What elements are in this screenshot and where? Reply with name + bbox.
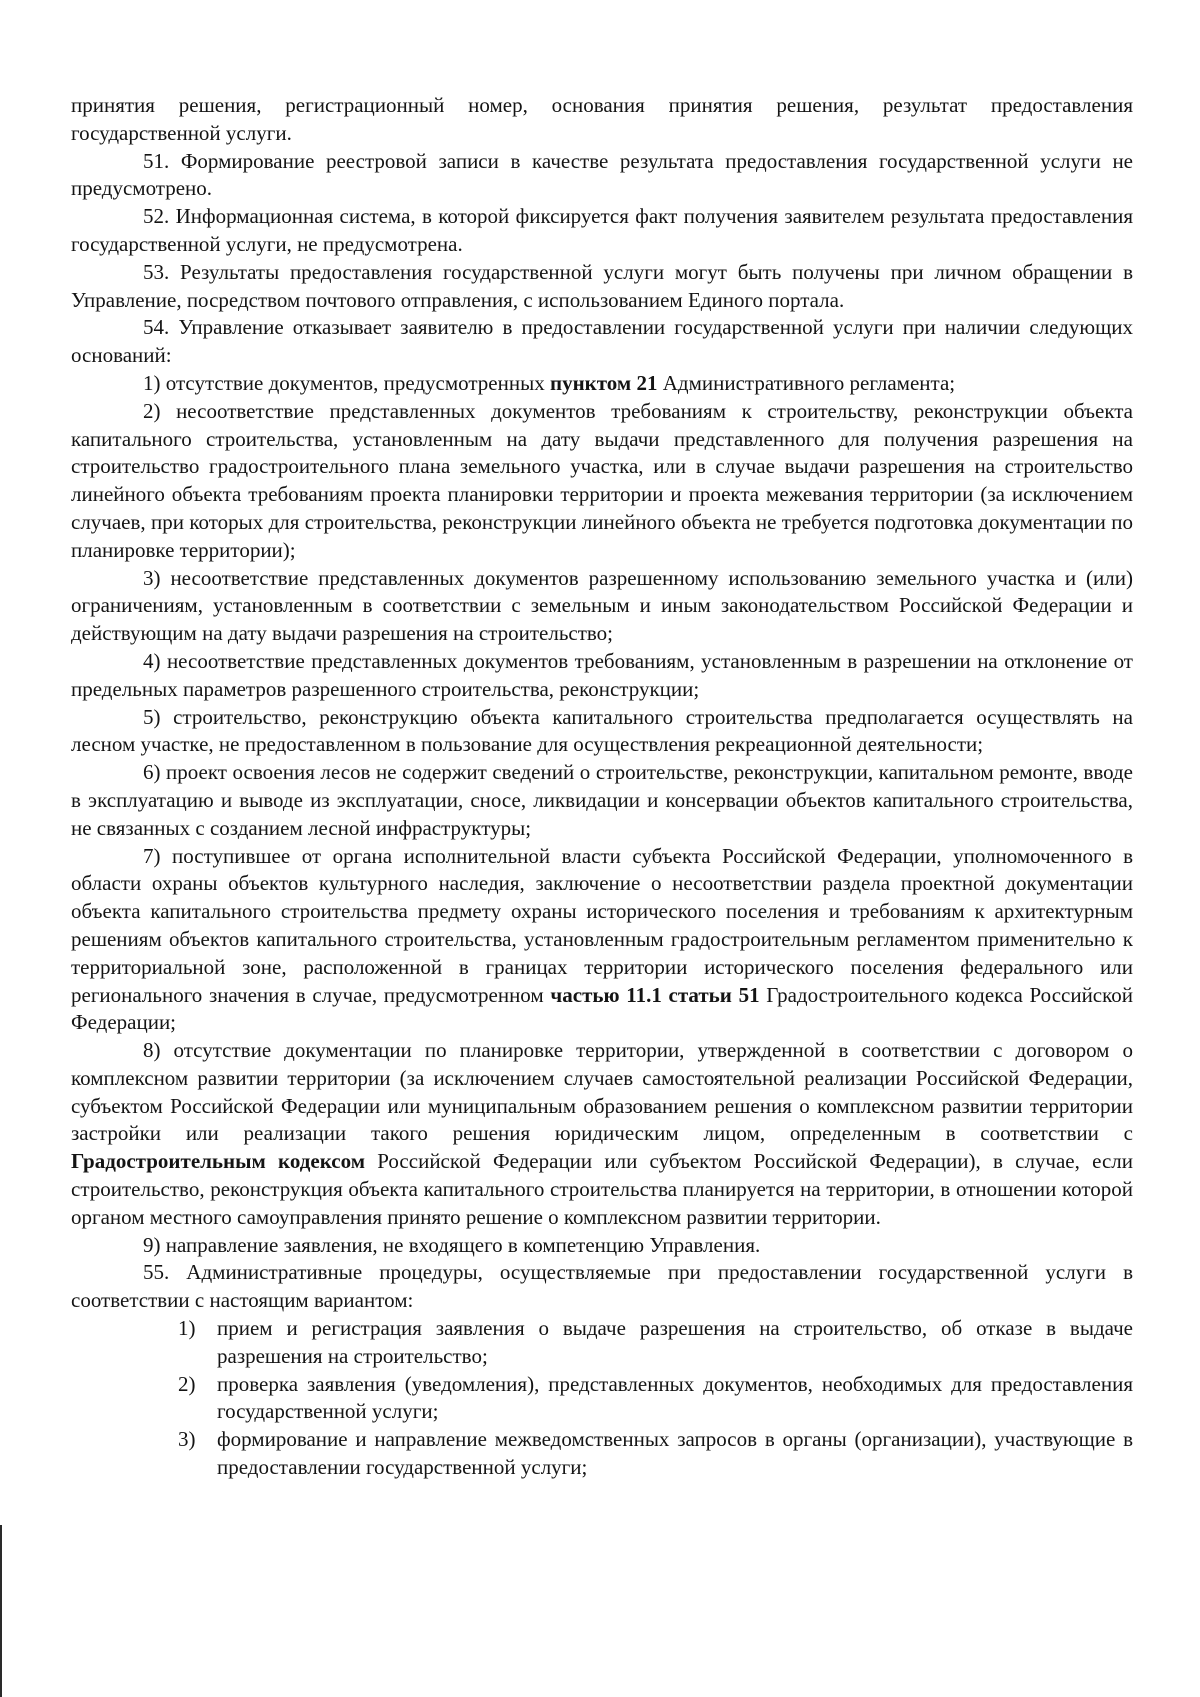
text-run: Градостроительного кодекса Российской Федерации;	[71, 982, 1134, 1035]
text-run: 6) проект освоения лесов не содержит сведений о строительстве, реконструкции, капитальном ремонте, вводе в эксплуатацию и выводе из эксплуатации, сносе, ликвидации и консервации объектов капитального строительства, не связанных с созданием лесной инфраструктуры;	[71, 760, 1133, 840]
paragraph-54-1	[71, 370, 1133, 398]
paragraph-55	[71, 1259, 1133, 1315]
text-run: принятия решения, регистрационный номер, основания принятия решения, результат предоставления государственной услуги.	[71, 93, 1133, 145]
bold-reference: пунктом 21	[549, 370, 658, 395]
procedure-item	[71, 1315, 1133, 1371]
text-run: 9) направление заявления, не входящего в компетенцию Управления.	[143, 1232, 761, 1257]
text-run: 1) отсутствие документов, предусмотренных	[143, 370, 550, 395]
procedure-text: прием и регистрация заявления о выдаче разрешения на строительство, об отказе в выдаче разрешения на строительство;	[217, 1316, 1133, 1368]
paragraph-54-3	[71, 565, 1133, 648]
procedure-item	[71, 1426, 1133, 1482]
paragraph-53	[71, 259, 1133, 315]
procedure-text: формирование и направление межведомственных запросов в органы (организации), участвующие в предоставлении государственной услуги;	[217, 1427, 1133, 1480]
paragraph-54-5	[71, 704, 1133, 760]
paragraph-54-8	[71, 1037, 1133, 1232]
paragraph-54-9	[71, 1232, 1133, 1260]
text-run: 3) несоответствие представленных документов разрешенному использованию земельного участка и (или) ограничениям, установленным в соответствии с земельным и иным законодательством Российской Федерации и действующим на дату выдачи разрешения на строительство;	[71, 565, 1133, 646]
paragraph-51	[71, 148, 1133, 204]
bold-reference: частью 11.1 статьи 51	[550, 982, 760, 1007]
text-run: 5) строительство, реконструкцию объекта капитального строительства предполагается осуществлять на лесном участке, не предоставленном в пользование для осуществления рекреационной деятельности;	[71, 704, 1133, 757]
text-run: 2) несоответствие представленных документов требованиям к строительству, реконструкции объекта капитального строительства, установленным на дату выдачи представленного для получения разрешения на строительство градостроительного плана земельного участка, или в случае выдачи разрешения на строительство линейного объекта требованиям проекта планировки территории и проекта межевания территории (за исключением случаев, при которых для строительства, реконструкции линейного объекта не требуется подготовка документации по планировке территории);	[71, 398, 1133, 562]
procedure-number: 1)	[178, 1316, 196, 1341]
text-run: 4) несоответствие представленных документов требованиям, установленным в разрешении на отклонение от предельных параметров разрешенного строительства, реконструкции;	[71, 648, 1133, 701]
text-run: Российской Федерации или субъектом Российской Федерации), в случае, если строительство, реконструкция объекта капитального строительства планируется на территории, в отношении которой органом местного самоуправления принято решение о комплексном развитии территории.	[71, 1149, 1133, 1229]
text-run: 54. Управление отказывает заявителю в предоставлении государственной услуги при наличии следующих оснований:	[71, 315, 1133, 368]
paragraph-54-7	[71, 843, 1133, 1038]
paragraph-54-4	[71, 648, 1133, 704]
text-run: 7) поступившее от органа исполнительной власти субъекта Российской Федерации, уполномоченного в области охраны объектов культурного наследия, заключение о несоответствии раздела проектной документации объекта капитального строительства предмету охраны исторического поселения и требованиям к архитектурным решениям объектов капитального строительства, установленным градостроительным регламентом применительно к территориальной зоне, расположенной в границах территории исторического поселения федерального или регионального значения в случае, предусмотренном	[71, 843, 1133, 1007]
text-run: 55. Административные процедуры, осуществляемые при предоставлении государственной услуги в соответствии с настоящим вариантом:	[71, 1260, 1133, 1313]
paragraph-54-6	[71, 759, 1133, 842]
procedure-number: 2)	[178, 1371, 196, 1396]
document-page	[71, 92, 1133, 1482]
procedure-list	[71, 1315, 1133, 1482]
paragraph-continuation	[71, 92, 1133, 148]
paragraph-54-2	[71, 398, 1133, 565]
text-run: 53. Результаты предоставления государственной услуги могут быть получены при личном обращении в Управление, посредством почтового отправления, с использованием Единого портала.	[71, 259, 1133, 312]
paragraph-52	[71, 203, 1133, 259]
procedure-item	[71, 1371, 1133, 1427]
scan-edge-line	[0, 1525, 2, 1697]
paragraph-54	[71, 314, 1133, 370]
text-run: Административного регламента;	[657, 370, 956, 395]
bold-reference: Градостроительным кодексом	[71, 1149, 366, 1174]
text-run: 52. Информационная система, в которой фиксируется факт получения заявителем результата предоставления государственной услуги, не предусмотрена.	[71, 204, 1133, 256]
procedure-text: проверка заявления (уведомления), представленных документов, необходимых для предоставления государственной услуги;	[217, 1371, 1133, 1424]
text-run: 51. Формирование реестровой записи в качестве результата предоставления государственной услуги не предусмотрено.	[71, 148, 1133, 201]
text-run: 8) отсутствие документации по планировке территории, утвержденной в соответствии с договором о комплексном развитии территории (за исключением случаев самостоятельной реализации Российской Федерации, субъектом Российской Федерации или муниципальным образованием решения о комплексном развитии территории застройки или реализации такого решения юридическим лицом, определенным в соответствии с	[71, 1038, 1133, 1146]
procedure-number: 3)	[178, 1427, 196, 1452]
document-body	[71, 92, 1133, 1315]
